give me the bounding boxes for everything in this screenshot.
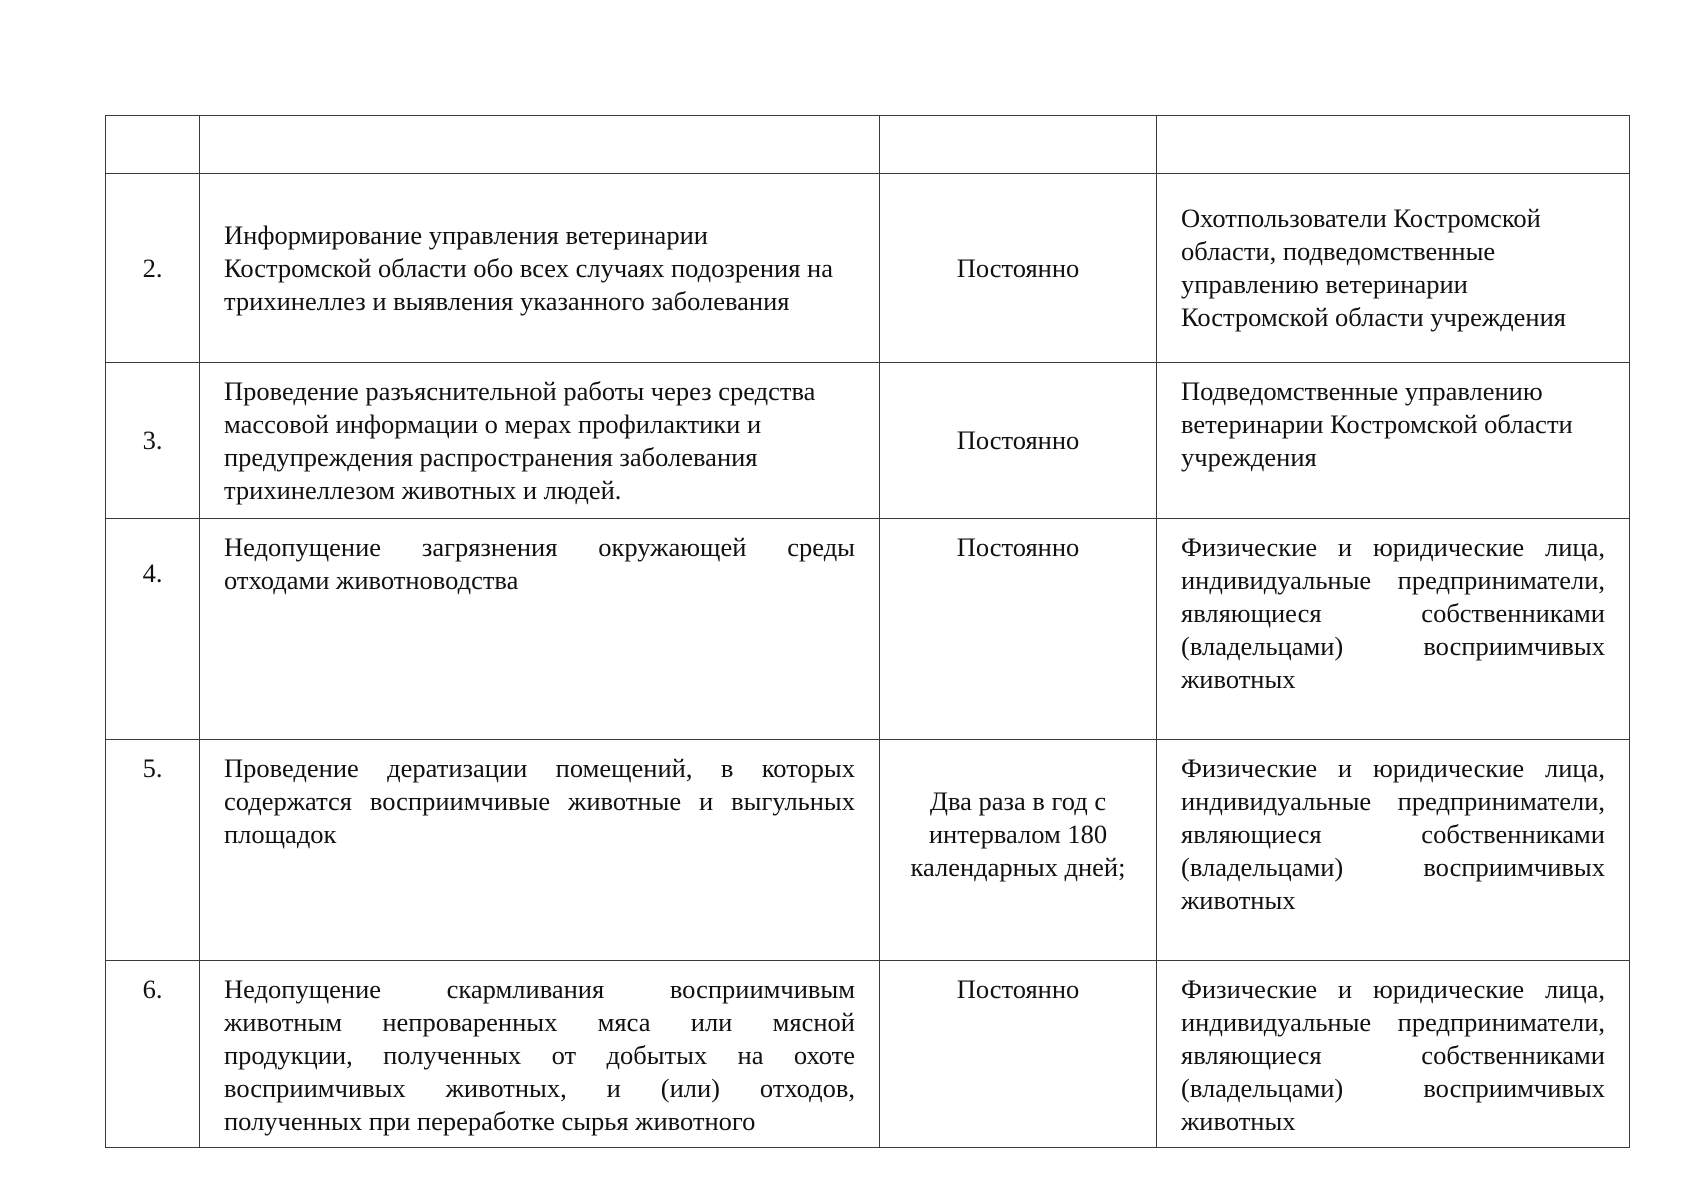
term-text: Два раза в год с интервалом 180 календарных дней; [910, 786, 1126, 882]
row-number-cell [106, 116, 200, 174]
measure-text: Недопущение загрязнения окружающей среды отходами животноводства [224, 532, 855, 595]
table-row [106, 961, 1630, 1148]
responsible-cell [1157, 363, 1630, 519]
term-cell [880, 740, 1157, 961]
row-number: 3. [142, 425, 163, 455]
measure-cell [200, 116, 880, 174]
row-number-cell [106, 961, 200, 1148]
row-number-cell [106, 519, 200, 740]
term-cell [880, 961, 1157, 1148]
table-row [106, 174, 1630, 363]
table-row [106, 363, 1630, 519]
row-number: 2. [142, 252, 163, 283]
term-text: Постоянно [956, 252, 1080, 283]
responsible-cell [1157, 116, 1630, 174]
table-row [106, 519, 1630, 740]
measure-text: Проведение дератизации помещений, в которых содержатся восприимчивые животные и выгульных площадок [224, 753, 855, 849]
table-row [106, 740, 1630, 961]
term-text: Постоянно [956, 425, 1080, 455]
responsible-text: Охотпользователи Костромской области, подведомственные управлению ветеринарии Костромской области учреждения [1181, 203, 1566, 332]
responsible-cell [1157, 961, 1630, 1148]
term-text: Постоянно [956, 974, 1080, 1004]
responsible-text: Подведомственные управлению ветеринарии Костромской области учреждения [1181, 376, 1573, 472]
row-number-cell [106, 363, 200, 519]
measure-text: Проведение разъяснительной работы через средства массовой информации о мерах профилактики и предупреждения распространения заболевания трихинеллезом животных и людей. [224, 375, 816, 505]
measure-text: Недопущение скармливания восприимчивым животным непроваренных мяса или мясной продукции, полученных от добытых на охоте восприимчивых животных, и (или) отходов, полученных при переработке сырья животного [224, 974, 855, 1136]
measures-table [105, 115, 1630, 1148]
measure-cell [200, 174, 880, 363]
measure-cell [200, 740, 880, 961]
measure-cell [200, 961, 880, 1148]
responsible-cell [1157, 740, 1630, 961]
row-number-cell [106, 174, 200, 363]
row-number: 4. [142, 558, 163, 588]
row-number: 5. [142, 753, 163, 783]
responsible-text: Физические и юридические лица, индивидуальные предприниматели, являющиеся собственниками (владельцами) восприимчивых животных [1181, 532, 1605, 694]
row-number-cell [106, 740, 200, 961]
measure-cell [200, 519, 880, 740]
row-number: 6. [142, 974, 163, 1004]
responsible-cell [1157, 174, 1630, 363]
term-cell [880, 363, 1157, 519]
responsible-cell [1157, 519, 1630, 740]
measure-cell [200, 363, 880, 519]
table-row [106, 116, 1630, 174]
responsible-text: Физические и юридические лица, индивидуальные предприниматели, являющиеся собственниками (владельцами) восприимчивых животных [1181, 753, 1605, 915]
term-text: Постоянно [956, 532, 1080, 562]
responsible-text: Физические и юридические лица, индивидуальные предприниматели, являющиеся собственниками (владельцами) восприимчивых животных [1181, 974, 1605, 1136]
term-cell [880, 519, 1157, 740]
measure-text: Информирование управления ветеринарии Костромской области обо всех случаях подозрения на трихинеллез и выявления указанного заболевания [224, 219, 833, 316]
term-cell [880, 116, 1157, 174]
term-cell [880, 174, 1157, 363]
